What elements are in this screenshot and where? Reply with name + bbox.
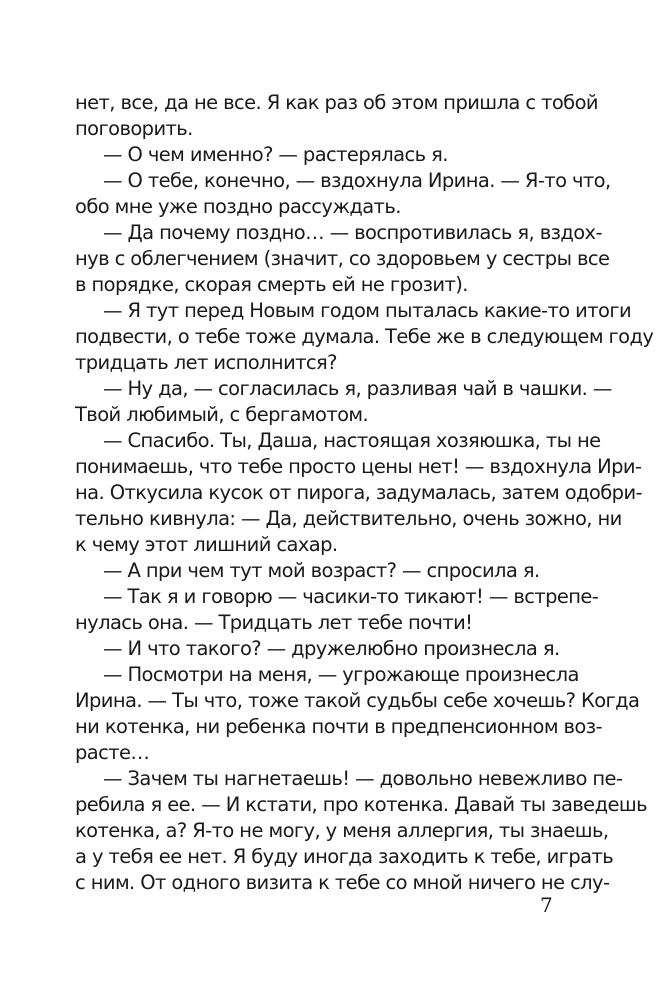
text-line: поговорить. bbox=[75, 117, 193, 140]
text-line: — Я тут перед Новым годом пыталась какие-то итоги bbox=[103, 299, 632, 322]
text-line: понимаешь, что тебе просто цены нет! — вздохнула Ири- bbox=[75, 455, 642, 478]
text-line: ребила я ее. — И кстати, про котенка. Давай ты заведешь bbox=[75, 793, 647, 816]
text-line: Ирина. — Ты что, тоже такой судьбы себе хочешь? Когда bbox=[75, 689, 640, 712]
text-line: а у тебя ее нет. Я буду иногда заходить к тебе, играть bbox=[75, 845, 614, 868]
text-line: с ним. От одного визита к тебе со мной ничего не слу- bbox=[75, 871, 610, 894]
text-line: котенка, а? Я-то не могу, у меня аллергия, ты знаешь, bbox=[75, 819, 609, 842]
text-line: — Ну да, — согласилась я, разливая чай в чашки. — bbox=[103, 377, 612, 400]
text-line: на. Откусила кусок от пирога, задумалась, затем одобри- bbox=[75, 481, 642, 504]
text-line: в порядке, скорая смерть ей не грозит). bbox=[75, 273, 468, 296]
text-line: — Посмотри на меня, — угрожающе произнесла bbox=[103, 663, 579, 686]
text-line: нулась она. — Тридцать лет тебе почти! bbox=[75, 611, 473, 634]
text-line: — Так я и говорю — часики-то тикают! — встрепе- bbox=[103, 585, 599, 608]
text-line: — Да почему поздно… — воспротивилась я, вздох- bbox=[103, 221, 602, 244]
text-line: обо мне уже поздно рассуждать. bbox=[75, 195, 401, 218]
text-line: нув с облегчением (значит, со здоровьем у сестры все bbox=[75, 247, 610, 270]
text-line: нет, все, да не все. Я как раз об этом пришла с тобой bbox=[75, 91, 598, 114]
text-line: к чему этот лишний сахар. bbox=[75, 533, 338, 556]
text-line: ни котенка, ни ребенка почти в предпенсионном воз- bbox=[75, 715, 602, 738]
text-line: Твой любимый, с бергамотом. bbox=[75, 403, 369, 426]
text-line: — Зачем ты нагнетаешь! — довольно невежливо пе- bbox=[103, 767, 623, 790]
text-line: тельно кивнула: — Да, действительно, очень зожно, ни bbox=[75, 507, 622, 530]
text-line: — Спасибо. Ты, Даша, настоящая хозяюшка, ты не bbox=[103, 429, 601, 452]
text-line: тридцать лет исполнится? bbox=[75, 351, 337, 374]
text-line: подвести, о тебе тоже думала. Тебе же в следующем году bbox=[75, 325, 654, 348]
text-line: — А при чем тут мой возраст? — спросила я. bbox=[103, 559, 540, 582]
text-line: — О тебе, конечно, — вздохнула Ирина. — Я-то что, bbox=[103, 169, 611, 192]
page-number: 7 bbox=[540, 893, 553, 917]
text-line: — О чем именно? — растерялась я. bbox=[103, 143, 448, 166]
text-line: — И что такого? — дружелюбно произнесла я. bbox=[103, 637, 560, 660]
text-line: расте… bbox=[75, 741, 150, 764]
